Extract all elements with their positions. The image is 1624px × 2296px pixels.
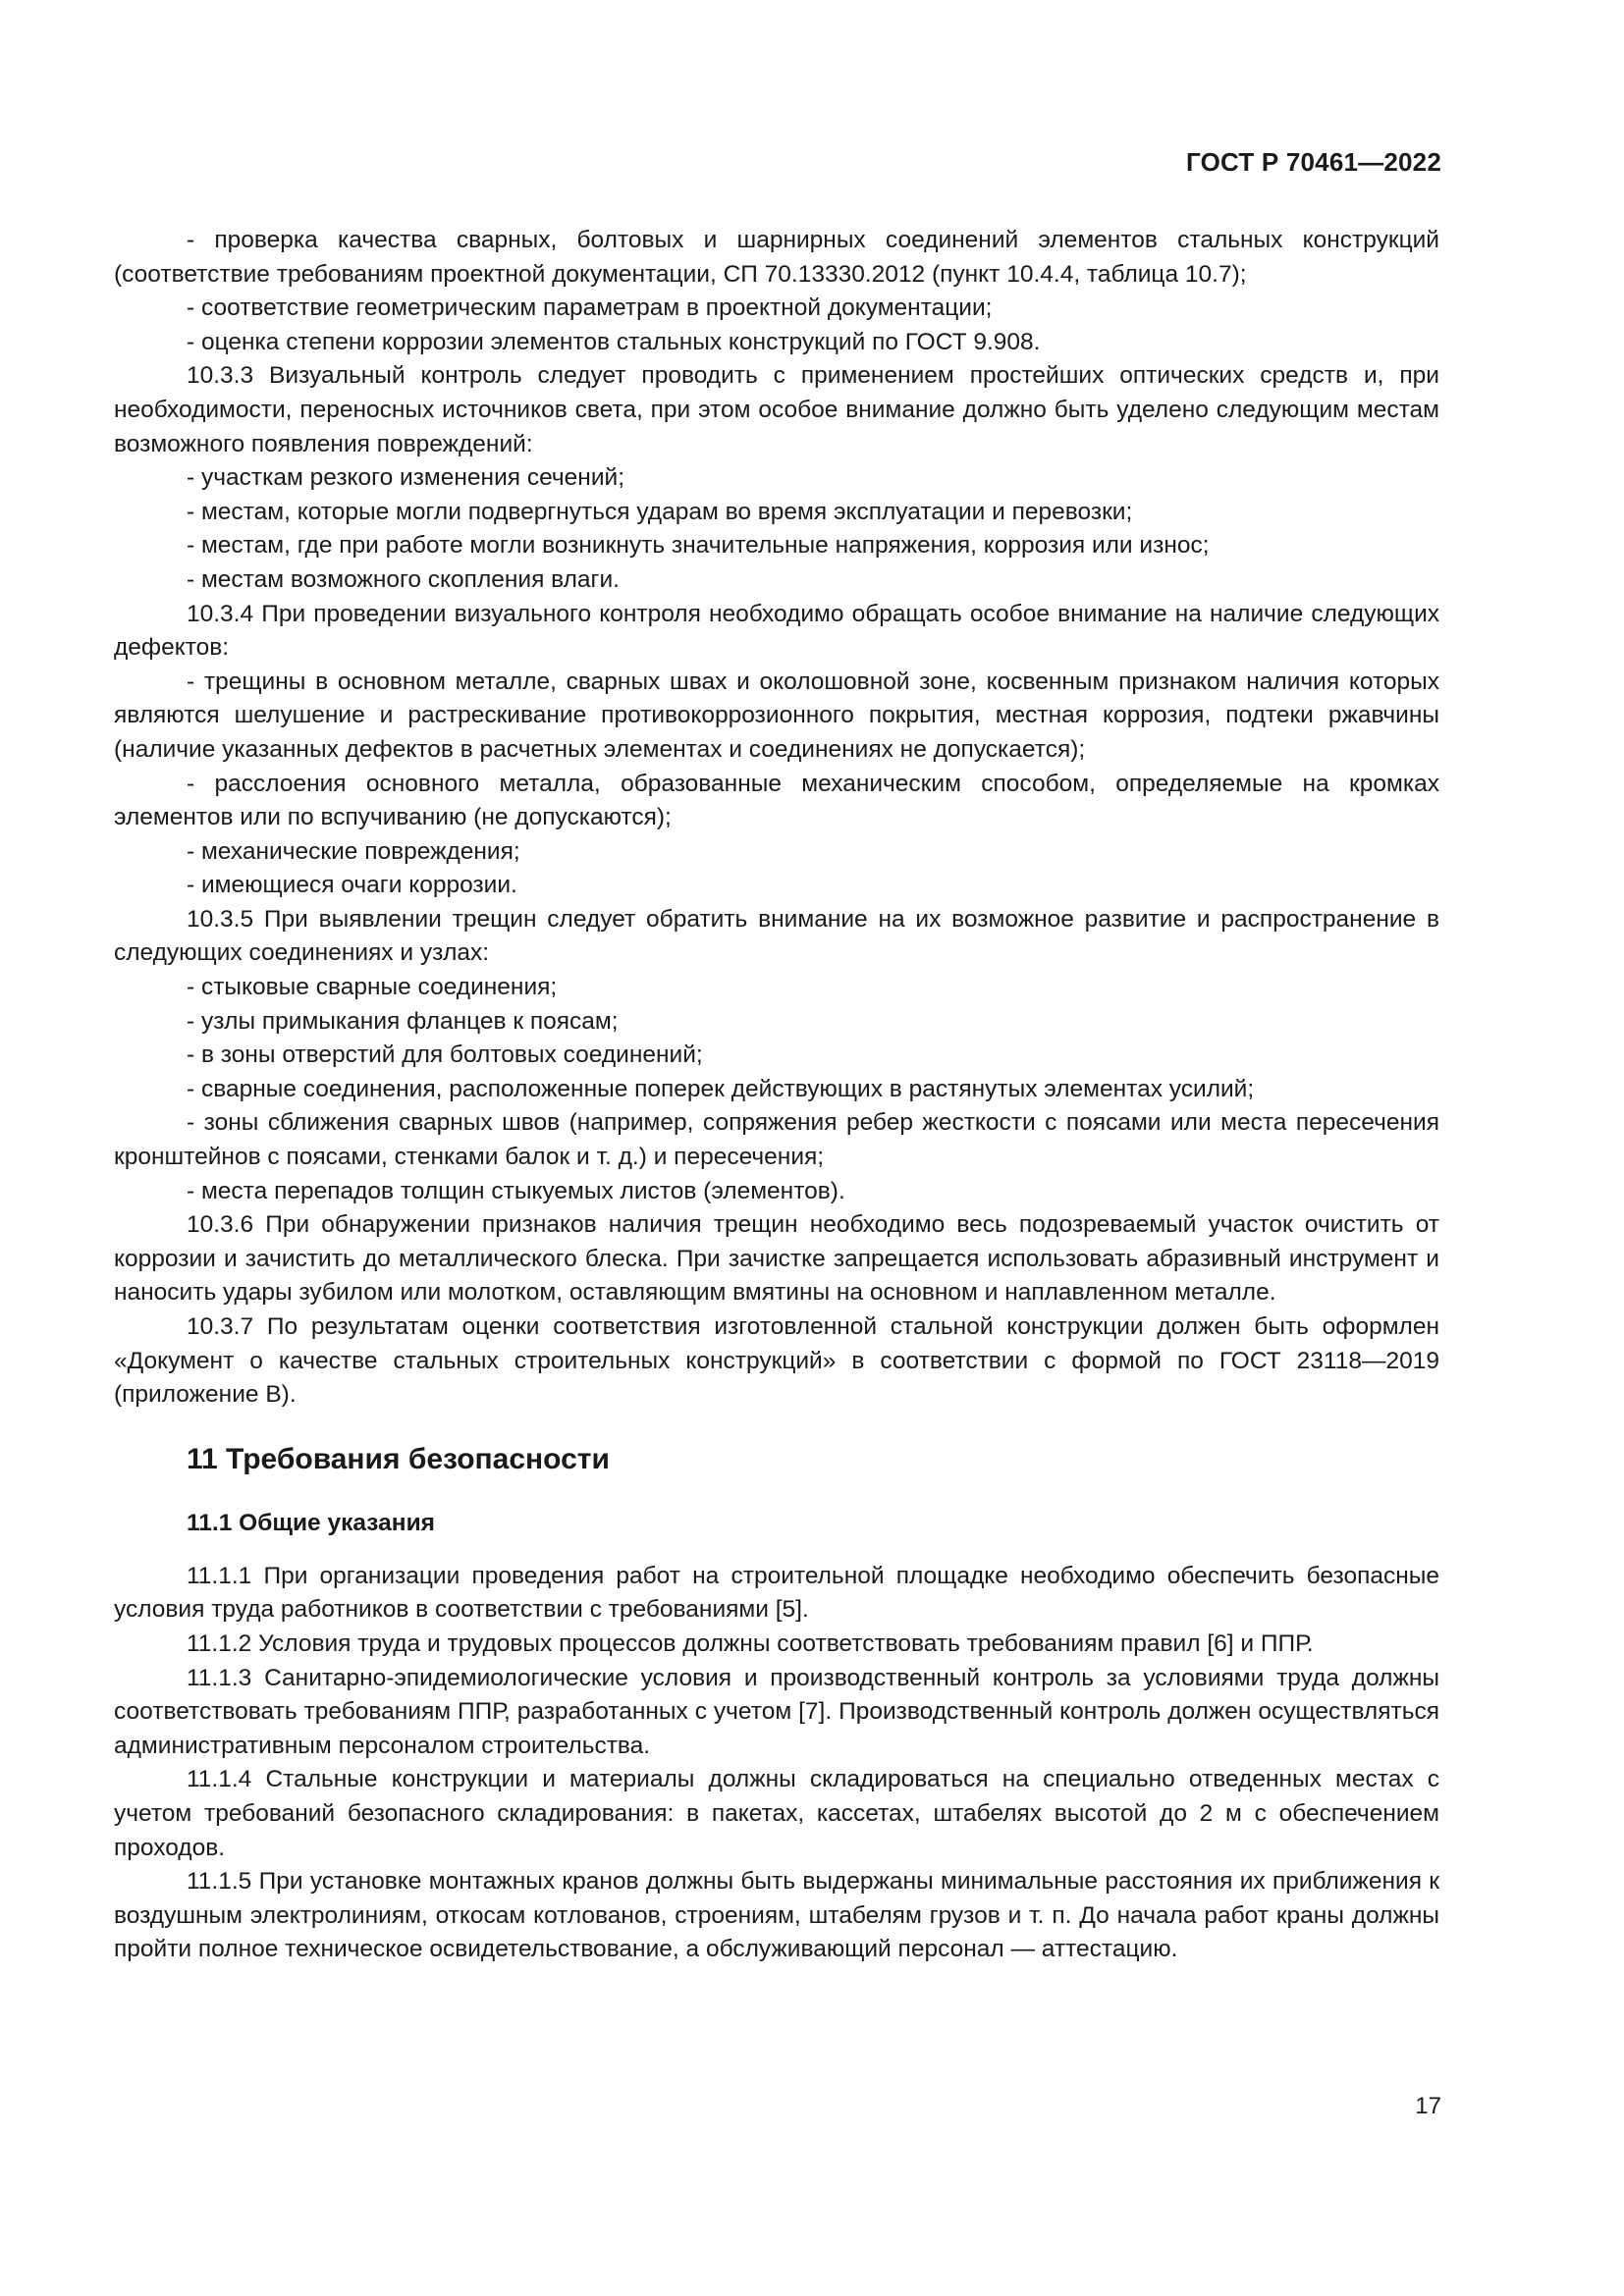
paragraph: 10.3.3 Визуальный контроль следует проводить с применением простейших оптических средств и, при необходимости, переносных источников света, при этом особое внимание должно быть уделено следующим местам возможного появления повреждений: (114, 362, 1439, 457)
paragraph: - места перепадов толщин стыкуемых листов (элементов). (187, 1177, 845, 1204)
paragraph: 10.3.7 По результатам оценки соответствия изготовленной стальной конструкции должен быть оформлен «Документ о качестве стальных строительных конструкций» в соответствии с формой по ГОСТ 23118—2019 (приложение В). (114, 1313, 1439, 1409)
paragraph: 11.1.2 Условия труда и трудовых процессов должны соответствовать требованиям правил [6] и ППР. (187, 1629, 1314, 1657)
subsection-heading: 11.1 Общие указания (187, 1509, 435, 1536)
document-body (114, 224, 1439, 1967)
paragraph: - проверка качества сварных, болтовых и шарнирных соединений элементов стальных конструкций (соответствие требованиям проектной документации, СП 70.13330.2012 (пункт 10.4.4, таблица 10.7); (114, 227, 1439, 288)
paragraph: - стыковые сварные соединения; (187, 974, 558, 1001)
paragraph: 10.3.6 При обнаружении признаков наличия трещин необходимо весь подозреваемый участок очистить от коррозии и зачистить до металлического блеска. При зачистке запрещается использовать абразивный инструмент и наносить удары зубилом или молотком, оставляющим вмятины на основном и наплавленном металле. (114, 1211, 1439, 1307)
paragraph: - сварные соединения, расположенные поперек действующих в растянутых элементах усилий; (187, 1075, 1255, 1102)
paragraph: - узлы примыкания фланцев к поясам; (187, 1007, 619, 1035)
paragraph: - трещины в основном металле, сварных швах и околошовной зоне, косвенным признаком наличия которых являются шелушение и растрескивание противокоррозионного покрытия, местная коррозия, подтеки ржавчины (наличие указанных дефектов в расчетных элементах и соединениях не допускается); (114, 667, 1439, 763)
paragraph: - соответствие геометрическим параметрам в проектной документации; (187, 294, 993, 322)
paragraph: - участкам резкого изменения сечений; (187, 464, 625, 492)
document-code-header: ГОСТ Р 70461—2022 (1186, 147, 1441, 177)
paragraph: 10.3.5 При выявлении трещин следует обратить внимание на их возможное развитие и распространение в следующих соединениях и узлах: (114, 905, 1439, 967)
paragraph: - местам возможного скопления влаги. (187, 565, 620, 593)
paragraph: - зоны сближения сварных швов (например, сопряжения ребер жесткости с поясами или места пересечения кронштейнов с поясами, стенками балок и т. д.) и пересечения; (114, 1109, 1439, 1171)
paragraph: - расслоения основного металла, образованные механическим способом, определяемые на кромках элементов или по вспучиванию (не допускаются); (114, 770, 1439, 831)
paragraph: 11.1.1 При организации проведения работ на строительной площадке необходимо обеспечить безопасные условия труда работников в соответствии с требованиями [5]. (114, 1562, 1439, 1624)
paragraph: - имеющиеся очаги коррозии. (187, 872, 517, 899)
paragraph: - местам, которые могли подвергнуться ударам во время эксплуатации и перевозки; (187, 498, 1133, 525)
paragraph: 11.1.3 Санитарно-эпидемиологические условия и производственный контроль за условиями труда должны соответствовать требованиям ППР, разработанных с учетом [7]. Производственный контроль должен осуществляться административным персоналом строительства. (114, 1664, 1439, 1759)
paragraph: - местам, где при работе могли возникнуть значительные напряжения, коррозия или износ; (187, 532, 1210, 560)
section-heading: 11 Требования безопасности (187, 1442, 610, 1475)
paragraph: - в зоны отверстий для болтовых соединений; (187, 1041, 703, 1069)
paragraph: 11.1.5 При установке монтажных кранов должны быть выдержаны минимальные расстояния их приближения к воздушным электролиниям, откосам котлованов, строениям, штабелям грузов и т. п. До начала работ краны должны пройти полное техническое освидетельствование, а обслуживающий персонал — аттестацию. (114, 1868, 1439, 1963)
paragraph: 10.3.4 При проведении визуального контроля необходимо обращать особое внимание на наличие следующих дефектов: (114, 600, 1439, 662)
page-number: 17 (1415, 2093, 1441, 2119)
paragraph: - оценка степени коррозии элементов стальных конструкций по ГОСТ 9.908. (187, 328, 1041, 355)
paragraph: 11.1.4 Стальные конструкции и материалы должны складироваться на специально отведенных местах с учетом требований безопасного складирования: в пакетах, кассетах, штабелях высотой до 2 м с обеспечением проходов. (114, 1766, 1439, 1861)
paragraph: - механические повреждения; (187, 837, 520, 865)
